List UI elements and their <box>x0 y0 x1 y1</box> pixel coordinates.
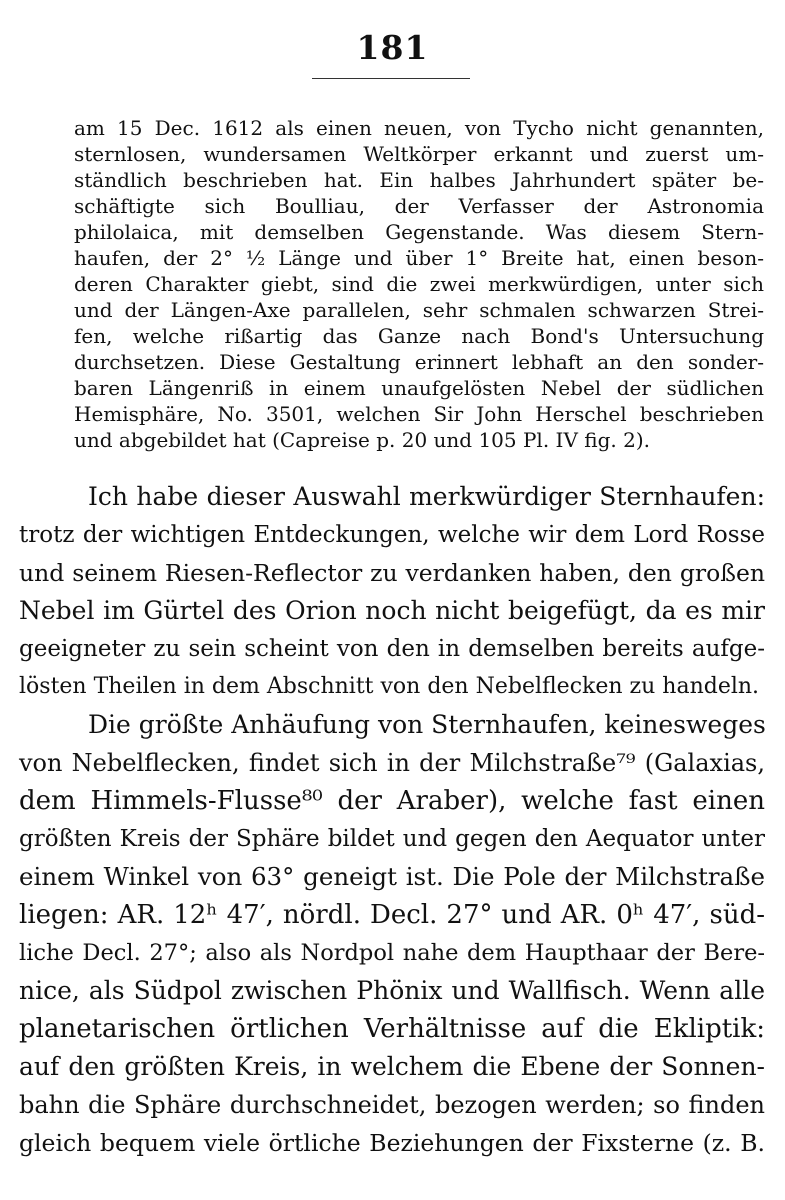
paragraph-line: größten Kreis der Sphäre bildet und gegen den Aequator unter <box>19 826 765 852</box>
paragraph-line: trotz der wichtigen Entdeckungen, welche wir dem Lord Rosse <box>19 522 765 548</box>
paragraph-line: Nebel im Gürtel des Orion noch nicht beigefügt, da es mir <box>19 596 765 625</box>
footnote-line: und abgebildet hat (Capreise p. 20 und 105 Pl. IV fig. 2). <box>74 428 650 452</box>
paragraph-line: liegen: AR. 12ʰ 47′, nördl. Decl. 27° und AR. 0ʰ 47′, süd- <box>19 900 765 930</box>
header-rule <box>312 78 470 79</box>
paragraph-line: einem Winkel von 63° geneigt ist. Die Pole der Milchstraße <box>19 862 765 891</box>
page-number: 181 <box>356 28 429 67</box>
paragraph-line: lösten Theilen in dem Abschnitt von den Nebelflecken zu handeln. <box>19 674 760 699</box>
footnote-line: schäftigte sich Boulliau, der Verfasser der Astronomia <box>74 194 764 218</box>
footnote-line: Hemisphäre, No. 3501, welchen Sir John Herschel beschrieben <box>74 402 764 426</box>
footnote-line: baren Längenriß in einem unaufgelösten Nebel der südlichen <box>74 376 764 400</box>
paragraph-line: dem Himmels-Flusse⁸⁰ der Araber), welche fast einen <box>19 786 765 816</box>
footnote-line: und der Längen-Axe parallelen, sehr schmalen schwarzen Strei- <box>74 298 764 322</box>
paragraph-line: von Nebelflecken, findet sich in der Milchstraße⁷⁹ (Galaxias, <box>19 749 765 777</box>
paragraph-line: nice, als Südpol zwischen Phönix und Wallfisch. Wenn alle <box>19 976 765 1005</box>
footnote-line: durchsetzen. Diese Gestaltung erinnert lebhaft an den sonder- <box>74 350 764 374</box>
paragraph-2-first-line: Die größte Anhäufung von Sternhaufen, keinesweges <box>88 710 766 739</box>
footnote-line: fen, welche rißartig das Ganze nach Bond's Untersuchung <box>74 324 764 348</box>
paragraph-line: auf den größten Kreis, in welchem die Ebene der Sonnen- <box>19 1052 765 1081</box>
footnote-line: haufen, der 2° ½ Länge und über 1° Breite hat, einen beson- <box>74 246 764 270</box>
paragraph-line: liche Decl. 27°; also als Nordpol nahe dem Haupthaar der Bere- <box>19 940 765 966</box>
footnote-line: sternlosen, wundersamen Weltkörper erkannt und zuerst um- <box>74 142 764 166</box>
paragraph-line: planetarischen örtlichen Verhältnisse auf die Ekliptik: <box>19 1014 765 1044</box>
paragraph-line: bahn die Sphäre durchschneidet, bezogen werden; so finden <box>19 1091 765 1119</box>
footnote-line: philolaica, mit demselben Gegenstande. Was diesem Stern- <box>74 220 764 244</box>
footnote-line: am 15 Dec. 1612 als einen neuen, von Tycho nicht genannten, <box>74 116 764 140</box>
paragraph-line: geeigneter zu sein scheint von den in demselben bereits aufge- <box>19 636 765 662</box>
footnote-line: ständlich beschrieben hat. Ein halbes Jahrhundert später be- <box>74 168 764 192</box>
footnote-line: deren Charakter giebt, sind die zwei merkwürdigen, unter sich <box>74 272 764 296</box>
paragraph-1-first-line: Ich habe dieser Auswahl merkwürdiger Sternhaufen: <box>88 482 765 511</box>
paragraph-line: gleich bequem viele örtliche Beziehungen der Fixsterne (z. B. <box>19 1129 765 1157</box>
paragraph-line: und seinem Riesen-Reflector zu verdanken haben, den großen <box>19 559 765 587</box>
